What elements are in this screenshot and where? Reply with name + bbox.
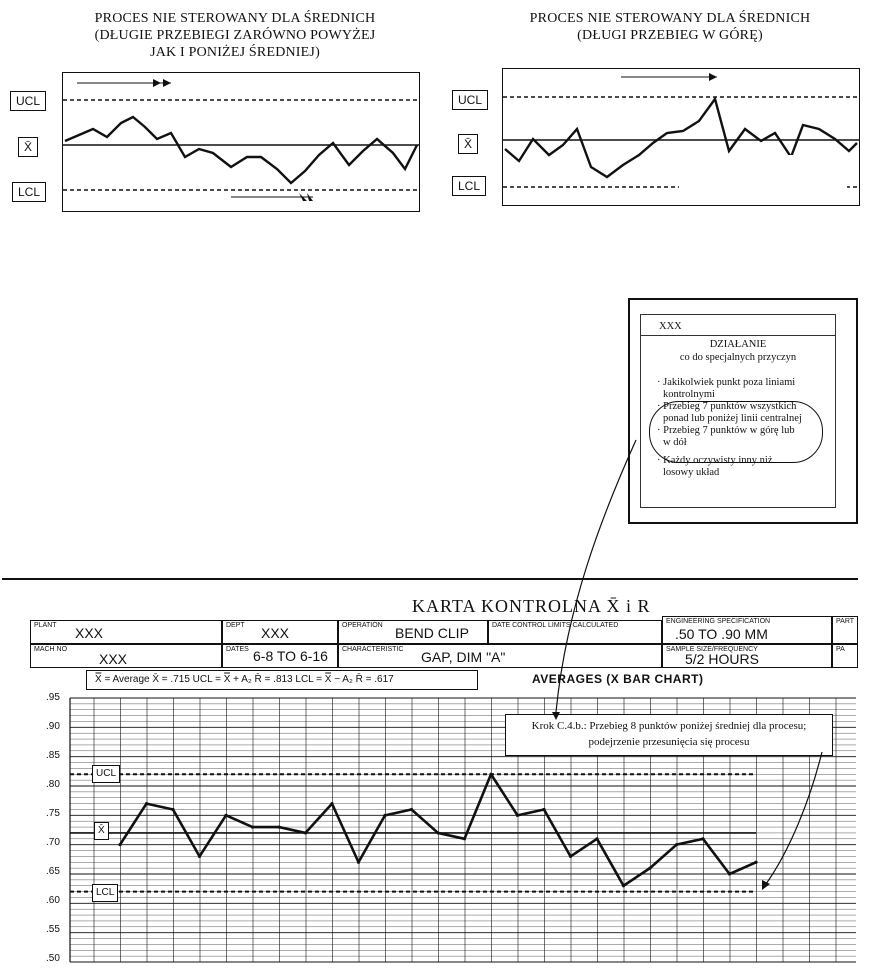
- top-left-ucl-label: UCL: [10, 91, 46, 111]
- data-point-17: [542, 808, 545, 811]
- main-ucl-label: UCL: [92, 765, 120, 783]
- action-item1-b: kontrolnymi: [663, 389, 715, 400]
- date-calc-caption: DATE CONTROL LIMITS CALCULATED: [492, 622, 619, 629]
- data-point-19: [595, 837, 598, 840]
- data-point-13: [436, 831, 439, 834]
- sheet-title: KARTA KONTROLNA X̄ i R: [412, 596, 651, 616]
- y-tick-80: .80: [46, 779, 60, 790]
- plant-caption: PLANT: [34, 622, 57, 629]
- mach-caption: MACH NO: [34, 646, 68, 653]
- sample-caption: SAMPLE SIZE/FREQUENCY: [666, 646, 758, 653]
- data-point-21: [648, 867, 651, 870]
- data-point-16: [516, 814, 519, 817]
- top-left-title-line2: (DŁUGIE PRZEBIEGI ZARÓWNO POWYŻEJ: [94, 28, 376, 43]
- data-point-22: [675, 843, 678, 846]
- top-right-xbar-label: X̄: [458, 134, 478, 154]
- formula-text: X̿ = Average X̄ = .715 UCL = X̿ + A₂ R̄ = .813 LCL = X̿ − A₂ R̄ = .617: [95, 674, 394, 685]
- chart-marks: [118, 773, 757, 888]
- chart-series: [120, 774, 756, 885]
- action-item2-b: ponad lub poniżej linii centralnej: [663, 413, 802, 424]
- operation-value: BEND CLIP: [395, 625, 469, 641]
- characteristic-value: GAP, DIM "A": [421, 649, 506, 665]
- data-point-8: [304, 831, 307, 834]
- action-item4-b: losowy układ: [663, 467, 720, 478]
- y-tick-85: .85: [46, 750, 60, 761]
- data-point-1: [118, 843, 121, 846]
- main-lcl-label: LCL: [92, 884, 118, 902]
- averages-series-line: [120, 774, 756, 885]
- top-left-title-line3: JAK I PONIŻEJ ŚREDNIEJ): [150, 45, 320, 60]
- top-left-title-line1: PROCES NIE STEROWANY DLA ŚREDNICH: [94, 11, 376, 26]
- operation-caption: OPERATION: [342, 622, 383, 629]
- plant-value: XXX: [75, 625, 104, 641]
- pa-caption: PA: [836, 646, 845, 653]
- mach-value: XXX: [99, 651, 128, 667]
- krok-line1: Krok C.4.b.: Przebieg 8 punktów poniżej średniej dla procesu;: [531, 720, 807, 732]
- action-item2-a: · Przebieg 7 punktów wszystkich: [657, 401, 797, 412]
- data-point-11: [383, 814, 386, 817]
- data-point-10: [357, 861, 360, 864]
- y-tick-75: .75: [46, 808, 60, 819]
- dept-caption: DEPT: [226, 622, 245, 629]
- data-point-23: [701, 837, 704, 840]
- top-left-xbar-label: X̄: [18, 137, 38, 157]
- action-code: XXX: [659, 321, 682, 332]
- y-tick-65: .65: [46, 866, 60, 877]
- data-point-18: [569, 855, 572, 858]
- action-item3-a: · Przebieg 7 punktów w górę lub: [657, 425, 795, 436]
- data-point-14: [463, 837, 466, 840]
- top-left-lcl-label: LCL: [12, 182, 46, 202]
- data-point-5: [224, 814, 227, 817]
- part-caption: PART: [836, 618, 855, 625]
- eng-spec-value: .50 TO .90 MM: [675, 626, 768, 642]
- data-point-6: [251, 825, 254, 828]
- y-tick-90: .90: [46, 721, 60, 732]
- main-xbar-label: X̄: [94, 822, 109, 840]
- data-point-9: [330, 802, 333, 805]
- sample-value: 5/2 HOURS: [685, 651, 759, 667]
- data-point-15: [489, 773, 492, 776]
- eng-spec-caption: ENGINEERING SPECIFICATION: [666, 618, 771, 625]
- krok-line2: podejrzenie przesunięcia się procesu: [588, 736, 750, 748]
- action-item1-a: · Jakikolwiek punkt poza liniami: [657, 377, 796, 388]
- data-point-20: [622, 884, 625, 887]
- dates-caption: DATES: [226, 646, 249, 653]
- dates-value: 6-8 TO 6-16: [253, 648, 328, 664]
- data-point-4: [198, 855, 201, 858]
- data-point-3: [171, 808, 174, 811]
- top-right-ucl-label: UCL: [452, 90, 488, 110]
- action-item3-b: w dół: [663, 437, 687, 448]
- y-tick-55: .55: [46, 924, 60, 935]
- y-tick-95: .95: [46, 692, 60, 703]
- data-point-2: [145, 802, 148, 805]
- top-right-title-line2: (DŁUGI PRZEBIEG W GÓRĘ): [577, 28, 763, 43]
- data-point-7: [277, 825, 280, 828]
- action-heading: DZIAŁANIE: [709, 339, 767, 350]
- data-point-25: [754, 861, 757, 864]
- y-tick-50: .50: [46, 953, 60, 964]
- y-tick-70: .70: [46, 837, 60, 848]
- krok-annotation: [505, 714, 833, 756]
- data-point-12: [410, 808, 413, 811]
- top-right-title-line1: PROCES NIE STEROWANY DLA ŚREDNICH: [529, 11, 811, 26]
- characteristic-caption: CHARACTERISTIC: [342, 646, 404, 653]
- y-tick-60: .60: [46, 895, 60, 906]
- dept-value: XXX: [261, 625, 290, 641]
- top-right-lcl-label: LCL: [452, 176, 486, 196]
- action-subheading: co do specjalnych przyczyn: [679, 352, 797, 363]
- action-item4-a: · Każdy oczywisty inny niż: [657, 455, 773, 466]
- data-point-24: [728, 872, 731, 875]
- averages-title: AVERAGES (X BAR CHART): [532, 672, 704, 686]
